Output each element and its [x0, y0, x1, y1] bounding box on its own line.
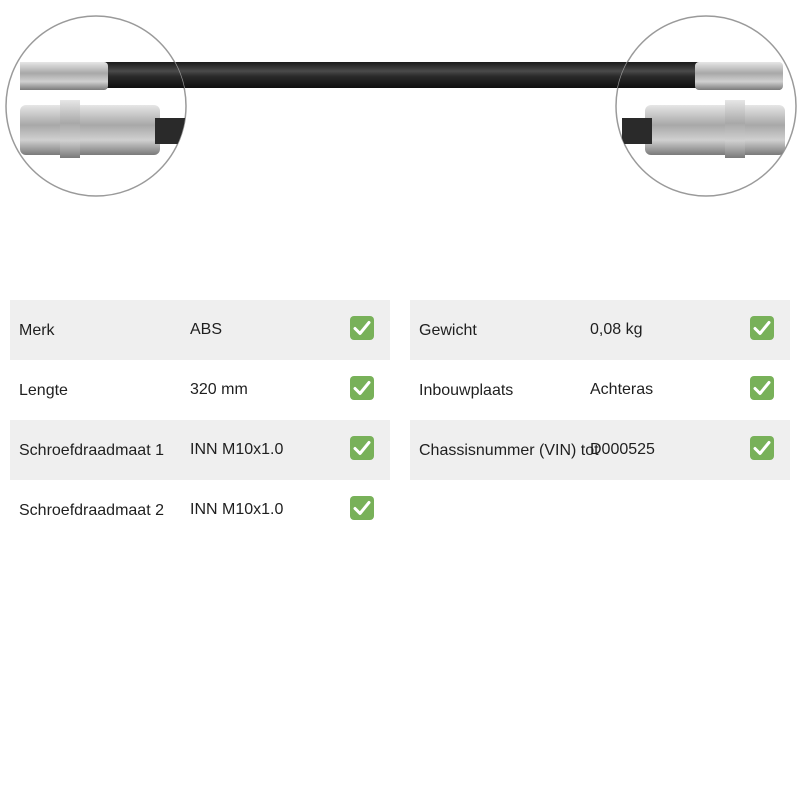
- spec-row-schroefdraadmaat-1: [10, 420, 390, 480]
- spec-row-lengte: [10, 360, 390, 420]
- check-mark-icon: [350, 376, 374, 400]
- spec-label: Inbouwplaats: [419, 382, 514, 399]
- spec-row-chassisnummer: [410, 420, 790, 480]
- spec-value: INN M10x1.0: [190, 501, 284, 518]
- check-mark-icon: [350, 316, 374, 340]
- check-mark-icon: [750, 376, 774, 400]
- spec-value: 320 mm: [190, 381, 248, 398]
- spec-row-gewicht: [410, 300, 790, 360]
- spec-value: ABS: [190, 321, 223, 338]
- spec-table-right: [410, 300, 790, 480]
- spec-label: Schroefdraadmaat 2: [19, 502, 164, 519]
- spec-value: Achteras: [590, 381, 654, 398]
- spec-row-schroefdraadmaat-2: [10, 480, 390, 540]
- spec-row-merk: [10, 300, 390, 360]
- spec-label: Gewicht: [419, 322, 477, 339]
- spec-label: Lengte: [19, 382, 68, 399]
- check-mark-icon: [750, 436, 774, 460]
- spec-table-left: [10, 300, 390, 540]
- spec-row-inbouwplaats: [410, 360, 790, 420]
- hose-body: [100, 62, 700, 88]
- brake-hose-image: [0, 0, 800, 210]
- right-fitting-detail: [600, 16, 796, 196]
- spec-label: Merk: [19, 322, 55, 339]
- check-mark-icon: [350, 436, 374, 460]
- spec-value: D000525: [590, 441, 655, 458]
- check-mark-icon: [750, 316, 774, 340]
- left-fitting-detail: [6, 16, 200, 196]
- spec-label: Chassisnummer (VIN) tot: [419, 442, 599, 459]
- spec-label: Schroefdraadmaat 1: [19, 442, 164, 459]
- check-mark-icon: [350, 496, 374, 520]
- spec-value: INN M10x1.0: [190, 441, 284, 458]
- spec-value: 0,08 kg: [590, 321, 643, 338]
